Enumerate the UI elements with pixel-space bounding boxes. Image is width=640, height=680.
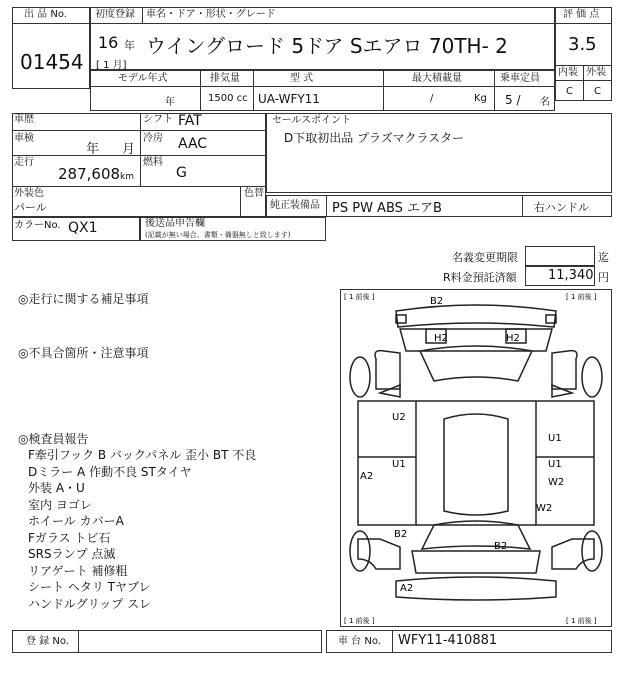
model-year-label: モデル年式: [118, 73, 168, 84]
recycle-value: 11,340: [548, 268, 594, 283]
reg-no-label: 登 録 No.: [26, 636, 69, 647]
equipment: PS PW ABS エアB: [332, 201, 442, 216]
fuel: G: [176, 165, 187, 181]
score-label: 評 価 点: [563, 9, 600, 20]
first-reg-month: [ 1 月]: [96, 60, 127, 71]
chassis-label: 車 台 No.: [338, 636, 381, 647]
interior-grade: C: [566, 86, 573, 97]
corner-label: [ 1 前後 ]: [344, 293, 375, 301]
sales-point: D下取初出品 プラズマクラスター: [284, 131, 465, 145]
exterior-label: 外装: [586, 67, 606, 78]
damage-mark: W2: [548, 477, 565, 488]
fuel-label: 燃料: [143, 157, 163, 168]
color-no-label: カラーNo.: [14, 220, 61, 231]
first-reg-year: 16: [98, 33, 119, 52]
inspection-month: 月: [122, 142, 136, 157]
inspector-line: 外装 A・U: [28, 481, 85, 495]
inspector-title: ◎検査員報告: [18, 432, 89, 446]
inspector-line: F牽引フック B バックパネル 歪小 BT 不良: [28, 448, 257, 462]
damage-mark: H2: [506, 333, 520, 344]
max-load-label: 最大積載量: [412, 73, 462, 84]
defects-title: ◎不具合箇所・注意事項: [18, 346, 149, 360]
docs-note: (記載が無い場合、書類・備器無しと致します): [145, 231, 291, 239]
ext-color-label: 外装色: [14, 188, 44, 199]
type-label: 型 式: [290, 73, 314, 84]
max-load-unit: Kg: [474, 93, 487, 104]
mileage-label: 走行: [14, 157, 34, 168]
score: 3.5: [568, 34, 597, 55]
type: UA-WFY11: [258, 92, 320, 106]
inspector-line: Dミラー A 作動不良 STタイヤ: [28, 464, 192, 479]
damage-mark: U1: [548, 433, 562, 444]
inspector-list: [28, 447, 256, 612]
ac: AAC: [178, 136, 208, 152]
damage-mark: U2: [392, 412, 406, 423]
corner-label: [ 1 前後 ]: [344, 617, 375, 625]
damage-mark: B2: [494, 541, 508, 552]
inspector-line: 室内 ヨゴレ: [28, 497, 92, 512]
driving-notes-title: ◎走行に関する補足事項: [18, 292, 149, 306]
recycle-label: R料金預託済額: [443, 271, 517, 284]
docs-label: 後送品申告欄: [145, 218, 205, 229]
history-label: 車歴: [14, 114, 34, 125]
recycle-unit: 円: [598, 271, 609, 284]
inspector-line: SRSランプ 点滅: [28, 547, 116, 561]
first-reg-label: 初度登録: [95, 9, 135, 20]
color-no: QX1: [68, 220, 98, 236]
name-label: 車名・ドア・形状・グレード: [146, 9, 276, 20]
damage-mark: B2: [430, 296, 444, 307]
inspector-line: Fガラス トビ石: [28, 530, 111, 545]
damage-mark: W2: [536, 503, 553, 514]
first-reg-year-unit: 年: [124, 39, 135, 52]
corner-label: [ 1 前後 ]: [566, 293, 597, 301]
model-year-unit: 年: [165, 97, 175, 108]
car-name: ウイングロード 5ドア Sエアロ 70TH- 2: [146, 34, 508, 58]
capacity: 5 /: [505, 93, 521, 107]
equipment-label: 純正装備品: [270, 200, 320, 211]
capacity-label: 乗車定員: [500, 73, 540, 84]
chassis-no: WFY11-410881: [398, 633, 498, 648]
name-change-unit: 迄: [598, 251, 609, 264]
car-diagram: [340, 289, 612, 627]
inspection-label: 車検: [14, 133, 34, 144]
shift-label: シフト: [143, 114, 173, 125]
mileage-unit: km: [120, 172, 134, 182]
inspector-line: ハンドルグリップ スレ: [28, 596, 152, 611]
details-left: [12, 113, 266, 217]
max-load: /: [430, 93, 434, 104]
interior-label: 内装: [558, 67, 578, 78]
damage-mark: A2: [400, 583, 414, 594]
steering: 右ハンドル: [534, 201, 589, 214]
inspector-line: リアゲート 補修粗: [28, 563, 128, 578]
exterior-grade: C: [594, 86, 601, 97]
inspector-line: ホイール カバーA: [28, 514, 124, 528]
inspection-year: 年: [86, 142, 100, 157]
mileage: 287,608: [58, 165, 121, 183]
displacement: 1500 cc: [208, 93, 248, 104]
damage-mark: B2: [394, 529, 408, 540]
damage-mark: H2: [434, 333, 448, 344]
sales-point-label: セールスポイント: [272, 115, 352, 126]
lot-no: 01454: [20, 50, 84, 74]
name-change-box: [525, 246, 595, 266]
corner-label: [ 1 前後 ]: [566, 617, 597, 625]
ext-color: パール: [14, 201, 47, 214]
lot-no-label: 出 品 No.: [24, 9, 67, 20]
damage-mark: A2: [360, 471, 374, 482]
damage-mark: U1: [392, 459, 406, 470]
recolor-label: 色替: [244, 188, 264, 199]
displacement-label: 排気量: [210, 73, 240, 84]
capacity-unit: 名: [540, 97, 550, 108]
inspector-line: シート ヘタリ Tヤブレ: [28, 580, 151, 594]
name-change-label: 名義変更期限: [452, 251, 518, 264]
shift: FAT: [178, 113, 202, 129]
damage-mark: U1: [548, 459, 562, 470]
ac-label: 冷房: [143, 133, 163, 144]
